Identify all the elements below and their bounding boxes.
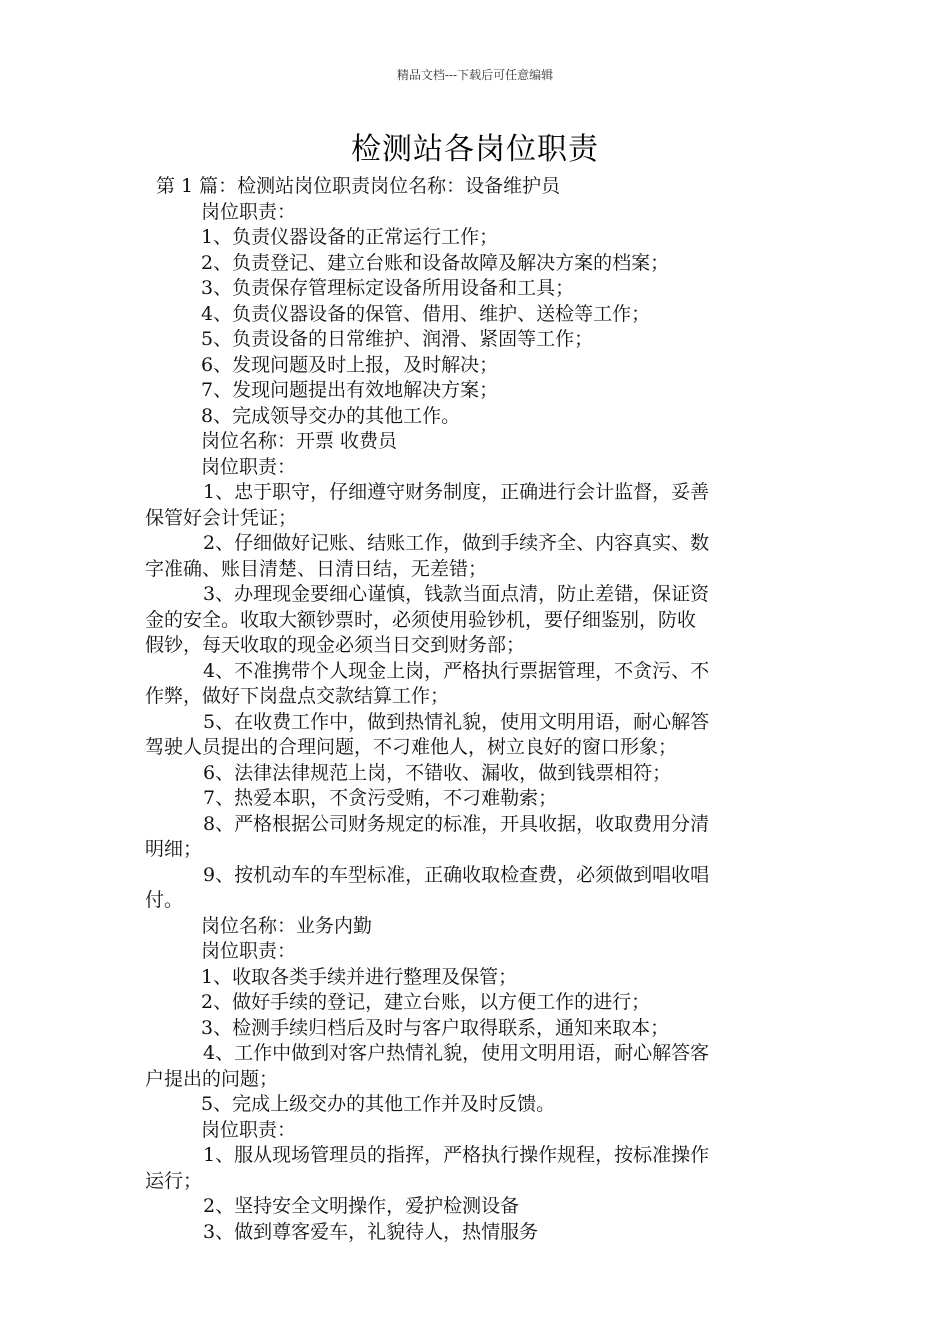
text-line: 1、负责仪器设备的正常运行工作； [201,226,499,248]
text-line: 7、发现问题提出有效地解决方案； [201,379,499,401]
text-line: 岗位职责： [201,940,297,962]
text-line: 2、坚持安全文明操作，爱护检测设备 [203,1195,520,1217]
text-line: 3、检测手续归档后及时与客户取得联系，通知来取本； [201,1016,670,1039]
document-body [145,174,807,1245]
text-line: 5、负责设备的日常维护、润滑、紧固等工作； [201,328,594,350]
text-line: 8、完成领导交办的其他工作。 [201,404,461,427]
text-line: 6、发现问题及时上报，及时解决； [201,353,499,376]
document-title: 检测站各岗位职责 [351,132,599,167]
text-line: 1、忠于职守，仔细遵守财务制度，正确进行会计监督，妥善 [203,481,710,503]
text-line: 4、工作中做到对客户热情礼貌，使用文明用语，耐心解答客 [203,1042,710,1064]
text-line: 5、在收费工作中，做到热情礼貌，使用文明用语，耐心解答 [203,710,710,733]
text-line: 3、做到尊客爱车，礼貌待人，热情服务 [203,1220,539,1243]
page-header: 精品文档---下载后可任意编辑 [396,68,554,82]
text-line: 假钞，每天收取的现金必须当日交到财务部； [145,634,526,656]
text-line: 3、负责保存管理标定设备所用设备和工具； [201,277,575,299]
text-line: 5、完成上级交办的其他工作并及时反馈。 [201,1093,556,1115]
text-line: 岗位名称：业务内勤 [201,914,373,937]
text-line: 4、负责仪器设备的保管、借用、维护、送检等工作； [201,302,651,325]
text-line: 作弊，做好下岗盘点交款结算工作； [145,685,450,707]
text-line: 2、做好手续的登记，建立台账，以方便工作的进行； [201,991,651,1013]
text-line: 1、收取各类手续并进行整理及保管； [201,965,518,988]
text-line: 保管好会计凭证； [145,506,298,529]
text-line: 第 1 篇：检测站岗位职责岗位名称：设备维护员 [156,175,561,197]
text-line: 岗位名称：开票 收费员 [201,430,398,452]
text-line: 8、严格根据公司财务规定的标准，开具收据，收取费用分清 [203,812,710,835]
text-line: 运行； [145,1169,203,1192]
text-line: 明细； [145,838,203,860]
text-line: 2、负责登记、建立台账和设备故障及解决方案的档案； [201,251,670,274]
text-line: 1、服从现场管理员的指挥，严格执行操作规程，按标准操作 [203,1144,710,1166]
text-line: 岗位职责： [201,1118,297,1141]
text-line: 3、办理现金要细心谨慎，钱款当面点清，防止差错，保证资 [203,583,710,605]
text-line: 驾驶人员提出的合理问题，不刁难他人，树立良好的窗口形象； [145,736,678,758]
text-line: 7、热爱本职，不贪污受贿，不刁难勒索； [203,787,558,809]
text-line: 付。 [145,889,184,911]
text-line: 6、法律法律规范上岗，不错收、漏收，做到钱票相符； [203,761,672,784]
text-line: 字准确、账目清楚、日清日结，无差错； [145,557,488,580]
text-line: 9、按机动车的车型标准，正确收取检查费，必须做到唱收唱 [203,863,710,886]
text-line: 2、仔细做好记账、结账工作，做到手续齐全、内容真实、数 [203,532,710,554]
text-line: 岗位职责： [201,455,297,478]
text-line: 金的安全。收取大额钞票时，必须使用验钞机，要仔细鉴别，防收 [145,608,697,631]
text-line: 4、不准携带个人现金上岗，严格执行票据管理，不贪污、不 [203,659,710,682]
text-line: 户提出的问题； [145,1067,279,1090]
text-line: 岗位职责： [201,200,297,223]
